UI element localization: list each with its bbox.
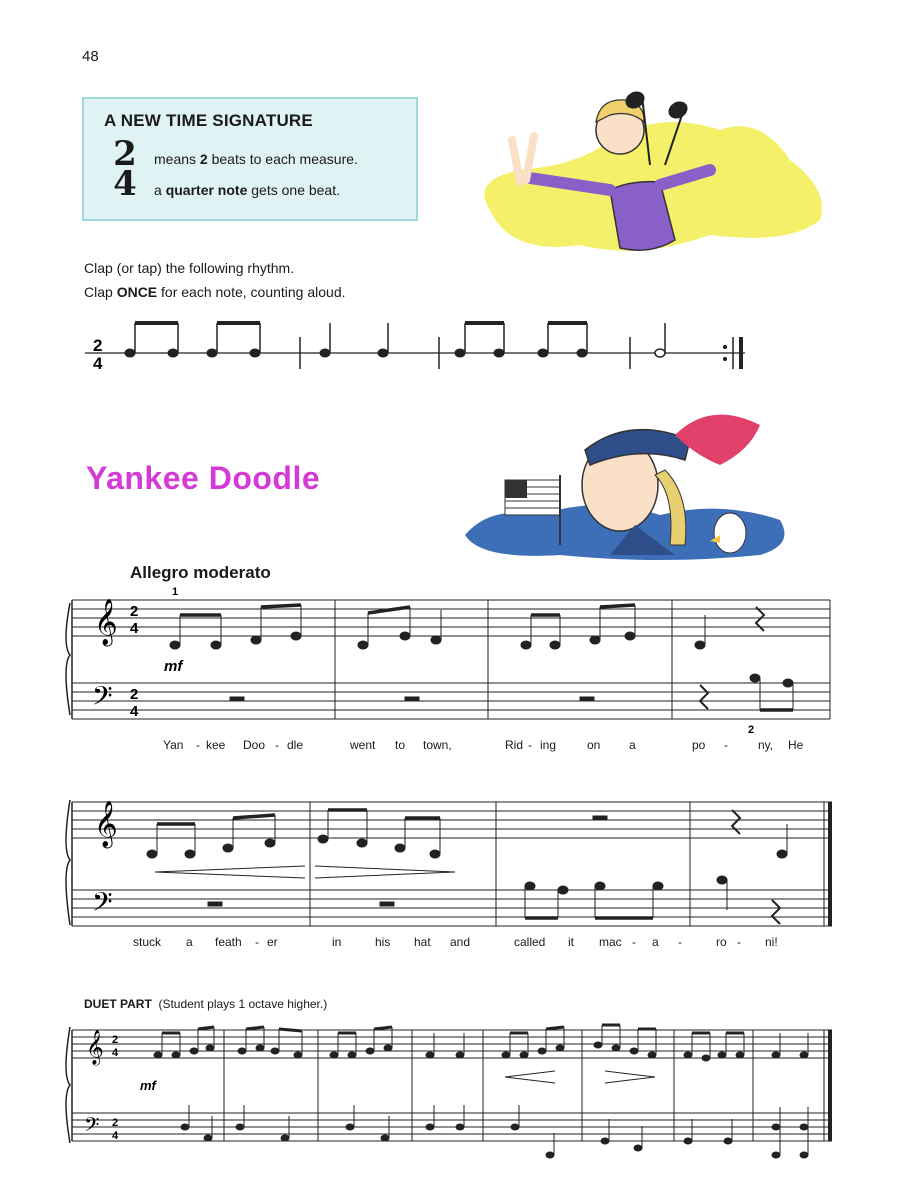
beats-per-measure-text: means 2 beats to each measure. xyxy=(154,151,358,167)
treble-clef-icon: 𝄞 xyxy=(94,600,118,644)
lyric-syllable: er xyxy=(267,935,278,949)
svg-text:2: 2 xyxy=(112,1034,119,1046)
lyric-syllable: a xyxy=(652,935,659,949)
lyric-syllable: - xyxy=(724,738,728,752)
lyric-syllable: stuck xyxy=(133,935,162,949)
lyric-syllable: Doo xyxy=(243,738,266,752)
lyric-syllable: it xyxy=(568,935,574,949)
lyric-syllable: ny, xyxy=(758,738,774,752)
lyric-syllable: a xyxy=(629,738,636,752)
lyric-syllable: kee xyxy=(206,738,226,752)
svg-text:4: 4 xyxy=(130,703,139,720)
lyric-syllable: po xyxy=(692,738,706,752)
lyric-syllable: He xyxy=(788,738,804,752)
song-title: Yankee Doodle xyxy=(86,460,321,496)
lyric-syllable: - xyxy=(737,935,741,949)
music-system-1 xyxy=(60,585,840,735)
duet-part-label: DUET PART (Student plays 1 octave higher.) xyxy=(84,997,328,1011)
lyric-syllable: - xyxy=(255,935,259,949)
svg-text:2: 2 xyxy=(130,686,139,703)
lyric-syllable: in xyxy=(332,935,342,949)
lyric-syllable: - xyxy=(196,738,200,752)
lyric-syllable: feath xyxy=(215,935,242,949)
lyric-syllable: town, xyxy=(423,738,452,752)
lyric-syllable: - xyxy=(678,935,682,949)
svg-text:4: 4 xyxy=(112,1130,119,1142)
time-signature-top: 2 xyxy=(113,134,137,174)
bass-clef-icon: 𝄢 xyxy=(84,1114,100,1141)
lyric-syllable: ro xyxy=(716,935,727,949)
quarter-note-text: a quarter note gets one beat. xyxy=(154,182,341,198)
rhythm-line xyxy=(85,315,755,385)
dynamic-mf: mf xyxy=(164,658,183,675)
lyric-syllable: to xyxy=(395,738,406,752)
finger-number-1: 1 xyxy=(172,586,179,598)
time-signature-symbol xyxy=(112,134,138,204)
svg-text:4: 4 xyxy=(112,1047,119,1059)
bass-clef-icon: 𝄢 xyxy=(92,887,113,923)
instruction-line-2: Clap ONCE for each note, counting aloud. xyxy=(84,284,346,300)
lyric-syllable: Yan xyxy=(163,738,184,752)
boy-with-notes-illustration xyxy=(460,70,840,270)
lyric-syllable: - xyxy=(275,738,279,752)
time-signature-box xyxy=(82,97,418,221)
tempo-marking: Allegro moderato xyxy=(130,563,271,582)
lyric-syllable: hat xyxy=(414,935,431,949)
rhythm-sig-bottom: 4 xyxy=(93,354,103,373)
svg-text:4: 4 xyxy=(130,620,139,637)
lyric-syllable: his xyxy=(375,935,391,949)
duet-dynamic-mf: mf xyxy=(140,1078,156,1093)
treble-clef-icon: 𝄞 xyxy=(94,802,118,846)
lyric-syllable: went xyxy=(350,738,376,752)
svg-text:2: 2 xyxy=(130,603,139,620)
yankee-doodle-illustration xyxy=(460,405,800,565)
lyric-syllable: and xyxy=(450,935,471,949)
lyric-syllable: - xyxy=(632,935,636,949)
instruction-line-1: Clap (or tap) the following rhythm. xyxy=(84,260,295,276)
lyric-syllable: on xyxy=(587,738,601,752)
lyric-syllable: mac xyxy=(599,935,622,949)
time-signature-title: A NEW TIME SIGNATURE xyxy=(104,111,313,130)
svg-text:2: 2 xyxy=(112,1117,119,1129)
lyric-syllable: ing xyxy=(540,738,557,752)
bass-clef-icon: 𝄢 xyxy=(92,681,113,717)
lyric-syllable: - xyxy=(528,738,532,752)
page-number: 48 xyxy=(82,48,99,65)
lyric-syllable: ni! xyxy=(765,935,778,949)
music-system-2 xyxy=(60,790,840,940)
duet-system xyxy=(60,1015,840,1165)
treble-clef-icon: 𝄞 xyxy=(86,1031,104,1064)
rhythm-sig-top: 2 xyxy=(93,336,103,355)
lyric-syllable: called xyxy=(514,935,546,949)
finger-number-2: 2 xyxy=(748,724,755,735)
lyric-syllable: dle xyxy=(287,738,304,752)
lyric-syllable: a xyxy=(186,935,193,949)
time-signature-bottom: 4 xyxy=(113,164,137,204)
lyric-syllable: Rid xyxy=(505,738,524,752)
